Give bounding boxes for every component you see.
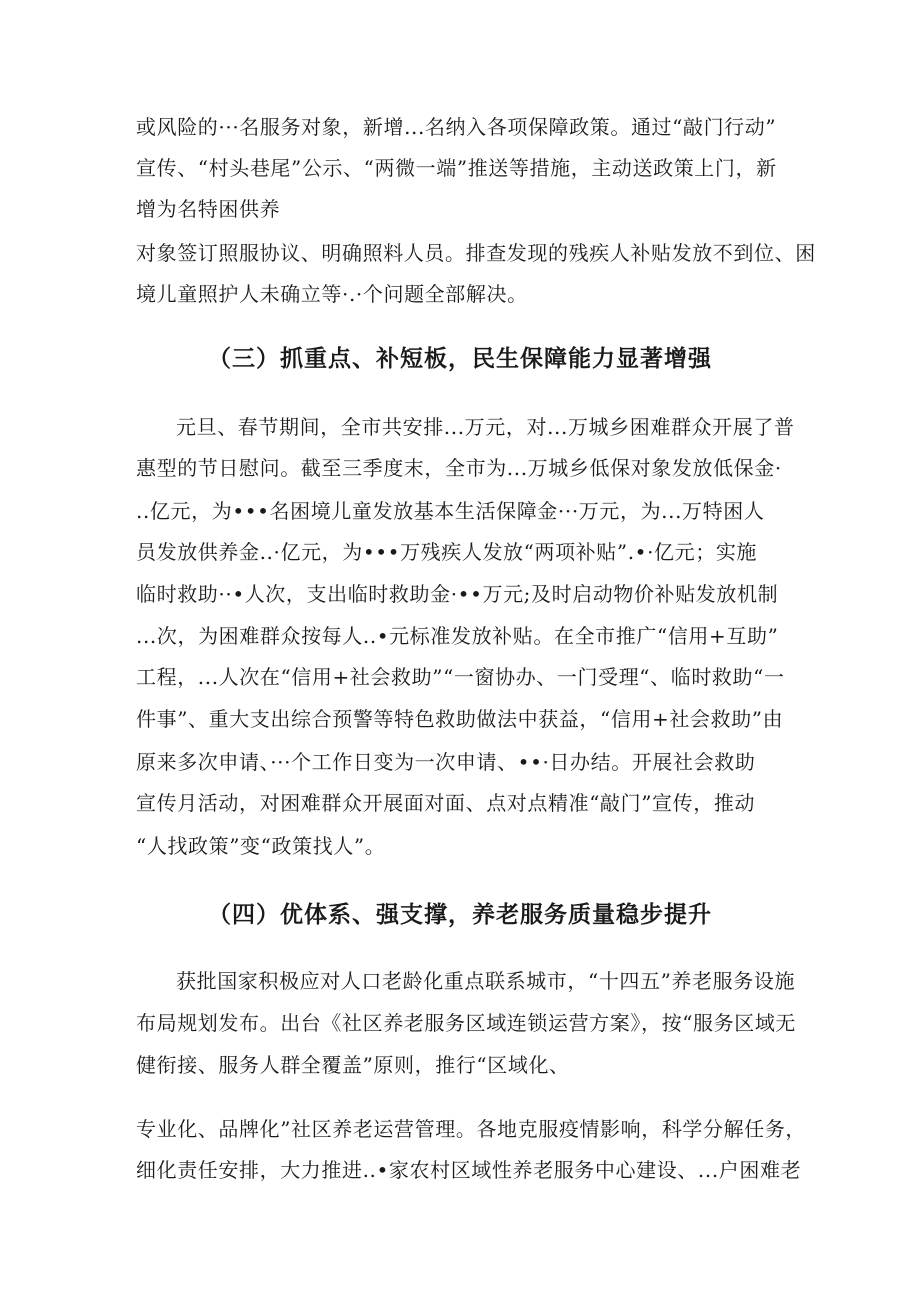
paragraph-line: 境儿童照护人未确立等·.·个问题全部解决。 bbox=[136, 282, 528, 306]
section-heading-3: （三）抓重点、补短板，民生保障能力显著增强 bbox=[208, 345, 712, 372]
paragraph-line: 宣传月活动，对困难群众开展面对面、点对点精准“敲门”宣传，推动 bbox=[136, 791, 756, 815]
paragraph-line: 健衔接、服务人群全覆盖”原则，推行“区域化、 bbox=[136, 1053, 570, 1077]
paragraph-line: 工程，...人次在“信用+社会救助”“一窗协办、一门受理“、临时救助“一 bbox=[136, 665, 785, 689]
paragraph-line: ..亿元，为•••名困境儿童发放基本生活保障金···万元，为...万特困人 bbox=[136, 499, 765, 523]
paragraph-line: 增为名特困供养 bbox=[136, 197, 281, 221]
paragraph-line: 件事”、重大支出综合预警等特色救助做法中获益，“信用+社会救助”由 bbox=[136, 707, 784, 731]
paragraph-line: 或风险的···名服务对象，新增...名纳入各项保障政策。通过“敲门行动” bbox=[136, 115, 777, 139]
paragraph-line: 元旦、春节期间，全市共安排...万元，对...万城乡困难群众开展了普 bbox=[176, 415, 795, 439]
paragraph-line: 布局规划发布。出台《社区养老服务区域连锁运营方案》，按“服务区域无 bbox=[136, 1011, 797, 1035]
paragraph-line: 员发放供养金..·亿元，为•••万残疾人发放“两项补贴”.•·亿元；实施 bbox=[136, 540, 758, 564]
paragraph-line: 临时救助··•人次，支出临时救助金·••万元;及时启动物价补贴发放机制 bbox=[136, 582, 779, 606]
paragraph-line: 获批国家积极应对人口老龄化重点联系城市，“十四五”养老服务设施 bbox=[176, 969, 796, 993]
paragraph-line: 原来多次申请、···个工作日变为一次申请、••·日办结。开展社会救助 bbox=[136, 750, 756, 774]
paragraph-line: 细化责任安排，大力推进..•家农村区域性养老服务中心建设、...户困难老 bbox=[136, 1158, 802, 1182]
paragraph-line: “人找政策”变“政策找人”。 bbox=[136, 834, 386, 858]
paragraph-line: ...次，为困难群众按每人..•元标准发放补贴。在全市推广“信用+互助” bbox=[136, 624, 779, 648]
paragraph-line: 宣传、“村头巷尾”公示、“两微一端”推送等措施，主动送政策上门，新 bbox=[136, 156, 777, 180]
paragraph-line: 对象签订照服协议、明确照料人员。排查发现的残疾人补贴发放不到位、困 bbox=[136, 241, 816, 265]
section-heading-4: （四）优体系、强支撑，养老服务质量稳步提升 bbox=[208, 901, 712, 928]
paragraph-line: 惠型的节日慰问。截至三季度末，全市为...万城乡低保对象发放低保金· bbox=[136, 456, 782, 480]
paragraph-line: 专业化、品牌化”社区养老运营管理。各地克服疫情影响，科学分解任务， bbox=[136, 1117, 807, 1141]
